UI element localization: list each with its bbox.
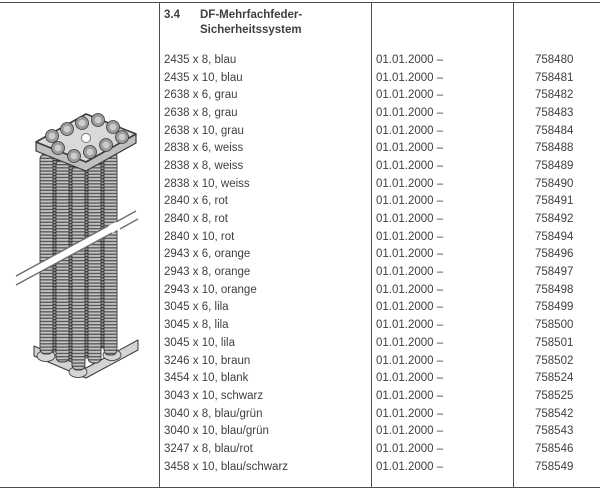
section-title-line2: Sicherheitssystem (200, 24, 302, 36)
table-row (0, 246, 600, 264)
valid-from-date: 01.01.2000 – (376, 71, 444, 84)
article-number: 758484 (535, 124, 574, 137)
table-row (0, 281, 600, 299)
article-number: 758480 (535, 53, 574, 66)
table-row (0, 263, 600, 281)
article-number: 758546 (535, 442, 574, 455)
article-number: 758489 (535, 159, 574, 172)
valid-from-date: 01.01.2000 – (376, 142, 444, 155)
table-row (0, 69, 600, 87)
valid-from-date: 01.01.2000 – (376, 372, 444, 385)
valid-from-date: 01.01.2000 – (376, 230, 444, 243)
table-border-bottom (0, 487, 600, 488)
table-row (0, 228, 600, 246)
valid-from-date: 01.01.2000 – (376, 354, 444, 367)
part-description: 2638 x 6, grau (164, 89, 238, 102)
table-border-top (0, 2, 600, 3)
part-description: 2943 x 10, orange (164, 283, 257, 296)
part-description: 2840 x 6, rot (164, 195, 228, 208)
part-description: 2435 x 8, blau (164, 53, 237, 66)
valid-from-date: 01.01.2000 – (376, 442, 444, 455)
valid-from-date: 01.01.2000 – (376, 248, 444, 261)
article-number: 758481 (535, 71, 574, 84)
table-row (0, 458, 600, 476)
article-number: 758524 (535, 372, 574, 385)
valid-from-date: 01.01.2000 – (376, 266, 444, 279)
part-description: 3246 x 10, braun (164, 354, 251, 367)
valid-from-date: 01.01.2000 – (376, 336, 444, 349)
table-row (0, 175, 600, 193)
article-number: 758498 (535, 283, 574, 296)
part-description: 2840 x 8, rot (164, 213, 228, 226)
article-number: 758482 (535, 89, 574, 102)
article-number: 758494 (535, 230, 574, 243)
article-number: 758525 (535, 389, 574, 402)
table-row (0, 104, 600, 122)
part-description: 3247 x 8, blau/rot (164, 442, 253, 455)
part-description: 2838 x 10, weiss (164, 177, 250, 190)
part-description: 3040 x 8, blau/grün (164, 407, 263, 420)
valid-from-date: 01.01.2000 – (376, 124, 444, 137)
part-description: 3045 x 8, lila (164, 319, 229, 332)
part-description: 2638 x 8, grau (164, 106, 238, 119)
valid-from-date: 01.01.2000 – (376, 283, 444, 296)
section-title-line1: DF-Mehrfachfeder- (200, 9, 303, 21)
article-number: 758500 (535, 319, 574, 332)
article-number: 758483 (535, 106, 574, 119)
article-number: 758497 (535, 266, 574, 279)
part-description: 2638 x 10, grau (164, 124, 244, 137)
part-description: 3045 x 10, lila (164, 336, 235, 349)
part-description: 3040 x 10, blau/grün (164, 425, 269, 438)
article-number: 758492 (535, 213, 574, 226)
valid-from-date: 01.01.2000 – (376, 89, 444, 102)
valid-from-date: 01.01.2000 – (376, 177, 444, 190)
table-row (0, 334, 600, 352)
valid-from-date: 01.01.2000 – (376, 53, 444, 66)
section-number: 3.4 (164, 9, 180, 21)
article-number: 758502 (535, 354, 574, 367)
table-row (0, 316, 600, 334)
part-description: 2838 x 6, weiss (164, 142, 244, 155)
table-row (0, 86, 600, 104)
article-number: 758542 (535, 407, 574, 420)
valid-from-date: 01.01.2000 – (376, 319, 444, 332)
parts-table (0, 51, 600, 476)
valid-from-date: 01.01.2000 – (376, 389, 444, 402)
table-row (0, 387, 600, 405)
valid-from-date: 01.01.2000 – (376, 159, 444, 172)
article-number: 758499 (535, 301, 574, 314)
part-description: 2435 x 10, blau (164, 71, 243, 84)
table-row (0, 157, 600, 175)
article-number: 758491 (535, 195, 574, 208)
part-description: 2840 x 10, rot (164, 230, 235, 243)
part-description: 3043 x 10, schwarz (164, 389, 264, 402)
article-number: 758490 (535, 177, 574, 190)
part-description: 2943 x 8, orange (164, 266, 251, 279)
table-row (0, 193, 600, 211)
valid-from-date: 01.01.2000 – (376, 213, 444, 226)
part-description: 3458 x 10, blau/schwarz (164, 460, 289, 473)
table-row (0, 210, 600, 228)
article-number: 758496 (535, 248, 574, 261)
part-description: 2838 x 8, weiss (164, 159, 244, 172)
article-number: 758549 (535, 460, 574, 473)
valid-from-date: 01.01.2000 – (376, 460, 444, 473)
table-row (0, 422, 600, 440)
valid-from-date: 01.01.2000 – (376, 301, 444, 314)
article-number: 758543 (535, 425, 574, 438)
valid-from-date: 01.01.2000 – (376, 106, 444, 119)
section-title (200, 8, 400, 38)
part-description: 3454 x 10, blank (164, 372, 249, 385)
table-row (0, 369, 600, 387)
article-number: 758501 (535, 336, 574, 349)
part-description: 3045 x 6, lila (164, 301, 229, 314)
part-description: 2943 x 6, orange (164, 248, 251, 261)
article-number: 758488 (535, 142, 574, 155)
valid-from-date: 01.01.2000 – (376, 195, 444, 208)
table-row (0, 51, 600, 69)
table-row (0, 405, 600, 423)
table-row (0, 139, 600, 157)
table-row (0, 352, 600, 370)
table-row (0, 299, 600, 317)
valid-from-date: 01.01.2000 – (376, 407, 444, 420)
table-row (0, 440, 600, 458)
valid-from-date: 01.01.2000 – (376, 425, 444, 438)
table-row (0, 122, 600, 140)
